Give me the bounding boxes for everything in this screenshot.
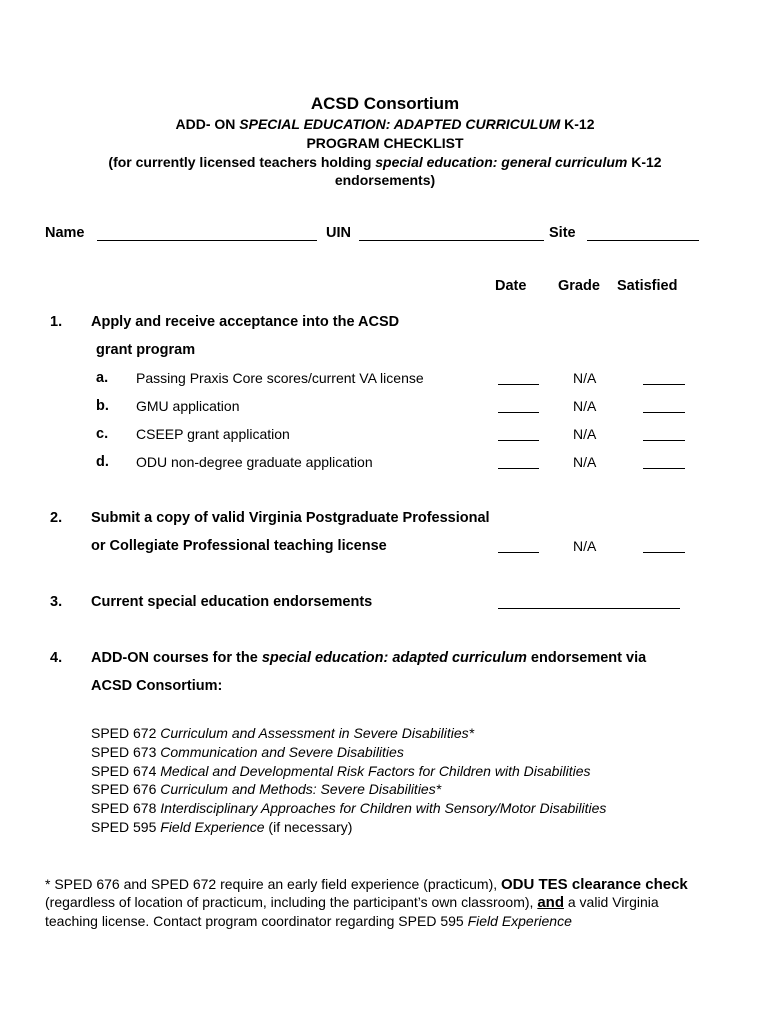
- date-field[interactable]: [498, 552, 539, 553]
- item-letter: a.: [96, 370, 109, 386]
- satisfied-field[interactable]: [643, 440, 685, 441]
- grade-value: N/A: [573, 538, 597, 554]
- name-field[interactable]: [97, 240, 317, 241]
- course-item: SPED 673 Communication and Severe Disabilities: [91, 744, 404, 760]
- document-subtitle: ADD- ON SPECIAL EDUCATION: ADAPTED CURRICULUM K-12: [175, 116, 595, 132]
- course-item: SPED 678 Interdisciplinary Approaches for Children with Sensory/Motor Disabilities: [91, 800, 607, 816]
- section-2-title: Submit a copy of valid Virginia Postgraduate Professional: [91, 510, 490, 526]
- course-item: SPED 672 Curriculum and Assessment in Severe Disabilities*: [91, 725, 475, 741]
- course-item: SPED 595 Field Experience (if necessary): [91, 819, 353, 835]
- footnote-line-1: * SPED 676 and SPED 672 require an early field experience (practicum), ODU TES clearance check: [45, 876, 688, 893]
- section-1-title-cont: grant program: [96, 342, 196, 358]
- item-letter: c.: [96, 426, 109, 442]
- satisfied-field[interactable]: [643, 384, 685, 385]
- section-4-title-cont: ACSD Consortium:: [91, 678, 223, 694]
- section-2-title-cont: or Collegiate Professional teaching license: [91, 538, 387, 554]
- uin-field[interactable]: [359, 240, 544, 241]
- satisfied-field[interactable]: [643, 552, 685, 553]
- item-letter: d.: [96, 454, 109, 470]
- footnote-line-2: (regardless of location of practicum, including the participant’s own classroom), and a valid Virginia: [45, 894, 659, 911]
- section-1-number: 1.: [50, 314, 63, 330]
- satisfied-field[interactable]: [643, 412, 685, 413]
- grade-value: N/A: [573, 454, 597, 470]
- section-3-title: Current special education endorsements: [91, 594, 373, 610]
- item-text: CSEEP grant application: [136, 426, 290, 442]
- eligibility-note: (for currently licensed teachers holding special education: general curriculum K-12: [108, 154, 662, 170]
- grade-value: N/A: [573, 370, 597, 386]
- name-label: Name: [45, 225, 85, 241]
- document-title: ACSD Consortium: [310, 94, 460, 113]
- uin-label: UIN: [326, 225, 351, 241]
- date-field[interactable]: [498, 412, 539, 413]
- item-letter: b.: [96, 398, 109, 414]
- section-3-number: 3.: [50, 594, 63, 610]
- date-field[interactable]: [498, 440, 539, 441]
- column-grade: Grade: [558, 278, 600, 294]
- checklist-heading: PROGRAM CHECKLIST: [306, 135, 464, 151]
- endorsements-field[interactable]: [498, 608, 680, 609]
- grade-value: N/A: [573, 398, 597, 414]
- satisfied-field[interactable]: [643, 468, 685, 469]
- course-item: SPED 674 Medical and Developmental Risk Factors for Children with Disabilities: [91, 763, 591, 779]
- eligibility-note-cont: endorsements): [334, 172, 436, 188]
- item-text: ODU non-degree graduate application: [136, 454, 373, 470]
- section-1-title: Apply and receive acceptance into the ACSD: [91, 314, 400, 330]
- date-field[interactable]: [498, 384, 539, 385]
- site-field[interactable]: [587, 240, 699, 241]
- grade-value: N/A: [573, 426, 597, 442]
- item-text: Passing Praxis Core scores/current VA license: [136, 370, 424, 386]
- course-item: SPED 676 Curriculum and Methods: Severe Disabilities*: [91, 781, 442, 797]
- section-4-title: ADD-ON courses for the special education: adapted curriculum endorsement via: [91, 650, 647, 666]
- section-2-number: 2.: [50, 510, 63, 526]
- item-text: GMU application: [136, 398, 240, 414]
- date-field[interactable]: [498, 468, 539, 469]
- footnote-line-3: teaching license. Contact program coordinator regarding SPED 595 Field Experience: [45, 913, 572, 929]
- column-date: Date: [495, 278, 527, 294]
- section-4-number: 4.: [50, 650, 63, 666]
- column-satisfied: Satisfied: [617, 278, 678, 294]
- site-label: Site: [549, 225, 576, 241]
